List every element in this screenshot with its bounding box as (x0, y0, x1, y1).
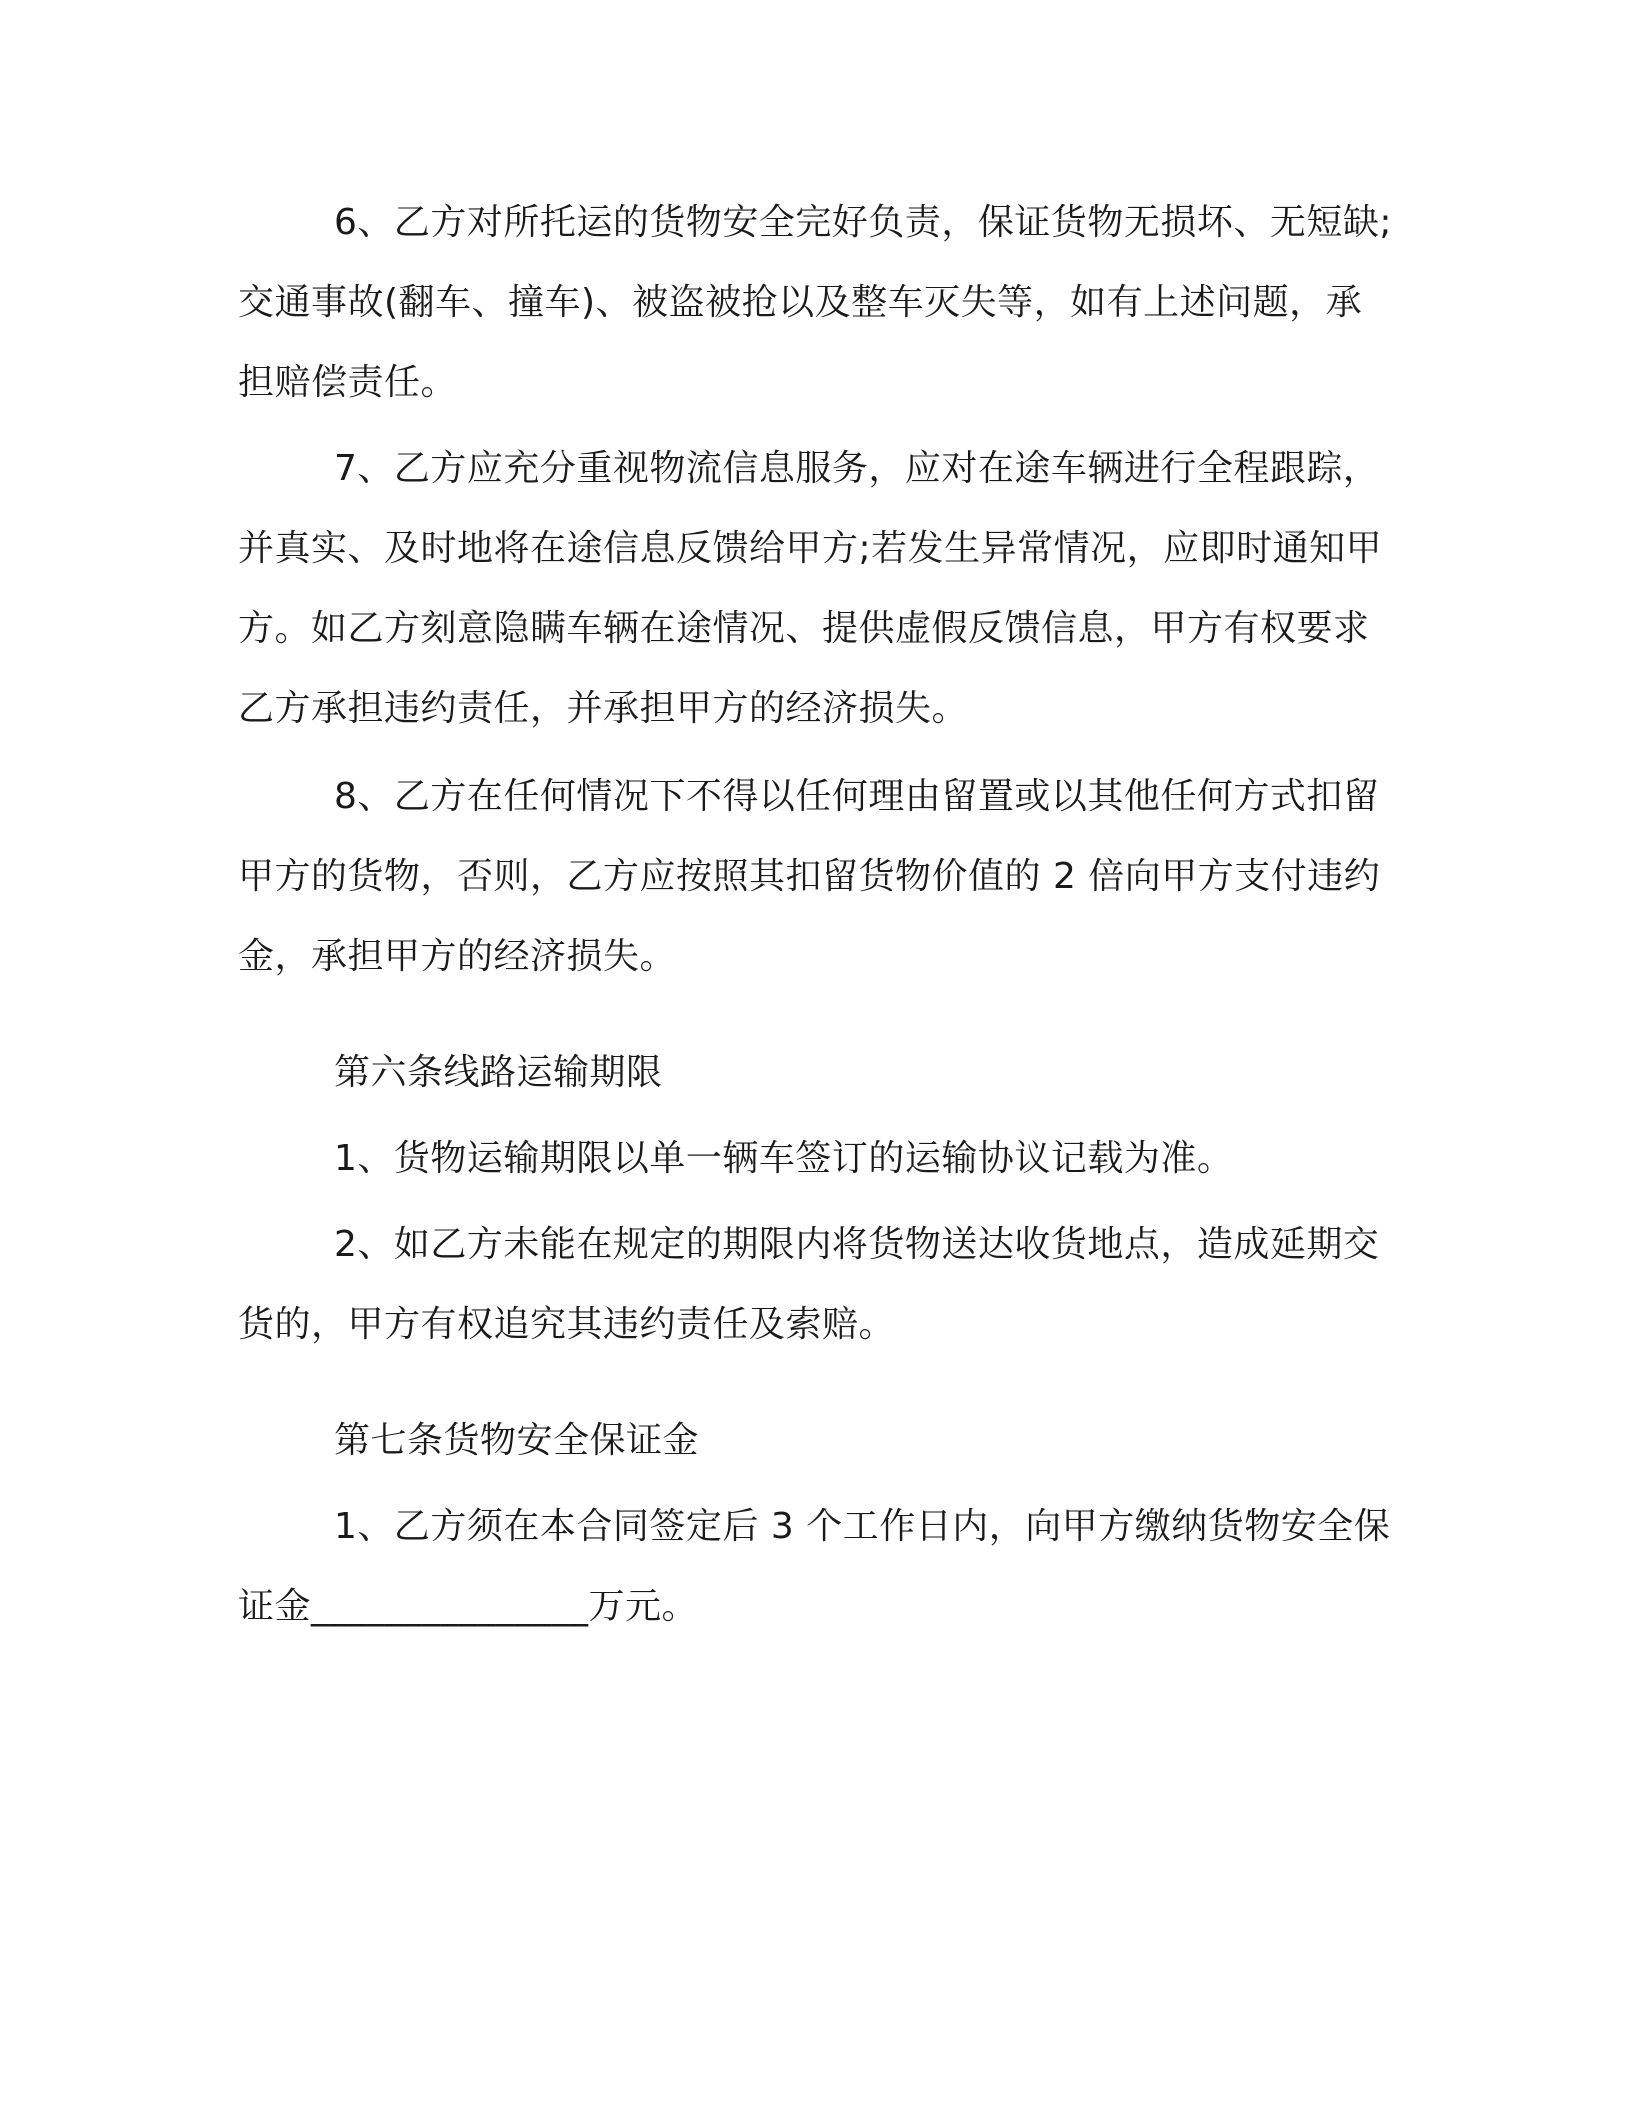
clause-7-heading: 第七条货物安全保证金 (334, 1420, 700, 1461)
clause-5-item-8: 8、乙方在任何情况下不得以任何理由留置或以其他任何方式扣留甲方的货物，否则，乙方应按照其扣留货物价值的 2 倍向甲方支付违约金，承担甲方的经济损失。 (238, 776, 1381, 977)
clause-7-item-1: 1、乙方须在本合同签定后 3 个工作日内，向甲方缴纳货物安全保证金_______________万元。 (238, 1506, 1391, 1627)
clause-5-item-6: 6、乙方对所托运的货物安全完好负责，保证货物无损坏、无短缺;交通事故(翻车、撞车)、被盗被抢以及整车灭失等，如有上述问题，承担赔偿责任。 (238, 202, 1393, 403)
document-body (238, 183, 1398, 1647)
clause-5-item-7: 7、乙方应充分重视物流信息服务，应对在途车辆进行全程跟踪，并真实、及时地将在途信息反馈给甲方;若发生异常情况，应即时通知甲方。如乙方刻意隐瞒车辆在途情况、提供虚假反馈信息，甲方有权要求乙方承担违约责任，并承担甲方的经济损失。 (238, 448, 1383, 729)
clause-6-item-1: 1、货物运输期限以单一辆车签订的运输协议记载为准。 (334, 1138, 1234, 1179)
clause-6-heading: 第六条线路运输期限 (334, 1052, 663, 1093)
clause-6-item-2: 2、如乙方未能在规定的期限内将货物送达收货地点，造成延期交货的，甲方有权追究其违约责任及索赔。 (238, 1224, 1380, 1345)
